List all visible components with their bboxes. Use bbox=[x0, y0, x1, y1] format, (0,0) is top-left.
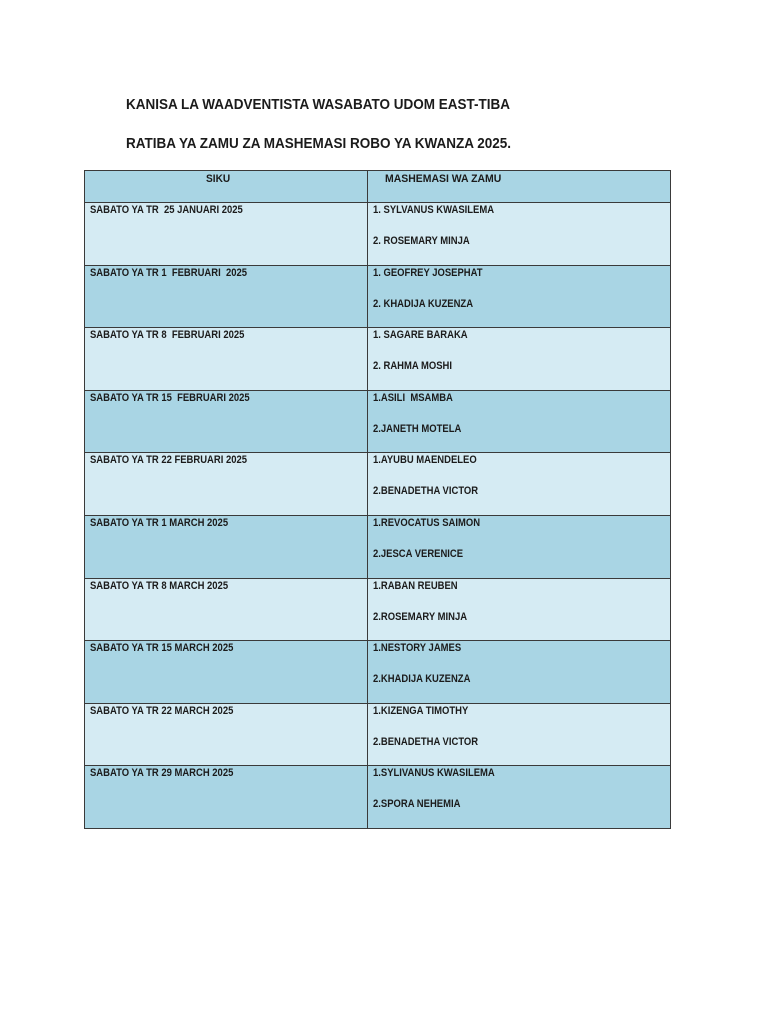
siku-date: SABATO YA TR 1 FEBRUARI 2025 bbox=[90, 266, 248, 279]
table-row bbox=[85, 640, 670, 703]
shemasi-name: 2. RAHMA MOSHI bbox=[373, 360, 453, 373]
mashemasi-cell bbox=[368, 766, 670, 828]
siku-cell bbox=[85, 328, 368, 390]
header-siku bbox=[85, 171, 368, 202]
shemasi-second bbox=[373, 610, 670, 624]
siku-date: SABATO YA TR 15 FEBRUARI 2025 bbox=[90, 391, 250, 404]
schedule-table bbox=[84, 170, 671, 829]
shemasi-name: 1.KIZENGA TIMOTHY bbox=[373, 704, 469, 717]
shemasi-name: 1.REVOCATUS SAIMON bbox=[373, 516, 481, 529]
shemasi-name: 2.BENADETHA VICTOR bbox=[373, 485, 479, 498]
shemasi-second bbox=[373, 484, 670, 498]
siku-cell bbox=[85, 641, 368, 703]
shemasi-name: 2.KHADIJA KUZENZA bbox=[373, 673, 471, 686]
siku-date: SABATO YA TR 22 FEBRUARI 2025 bbox=[90, 454, 248, 467]
shemasi-first bbox=[373, 391, 670, 405]
shemasi-first bbox=[373, 766, 670, 780]
shemasi-second bbox=[373, 797, 670, 811]
mashemasi-cell bbox=[368, 704, 670, 766]
shemasi-name: 1. SAGARE BARAKA bbox=[373, 329, 468, 342]
shemasi-first bbox=[373, 516, 670, 530]
shemasi-name: 1. SYLVANUS KWASILEMA bbox=[373, 204, 495, 216]
shemasi-name: 2.SPORA NEHEMIA bbox=[373, 798, 461, 811]
table-row bbox=[85, 578, 670, 641]
shemasi-first bbox=[373, 641, 670, 655]
siku-cell bbox=[85, 579, 368, 641]
shemasi-first bbox=[373, 203, 670, 217]
shemasi-second bbox=[373, 359, 670, 373]
siku-cell bbox=[85, 391, 368, 453]
shemasi-second bbox=[373, 422, 670, 436]
mashemasi-cell bbox=[368, 579, 670, 641]
shemasi-second bbox=[373, 672, 670, 686]
shemasi-first bbox=[373, 579, 670, 593]
mashemasi-cell bbox=[368, 266, 670, 328]
shemasi-name: 2.JESCA VERENICE bbox=[373, 547, 464, 560]
shemasi-first bbox=[373, 704, 670, 718]
shemasi-second bbox=[373, 547, 670, 561]
shemasi-second bbox=[373, 297, 670, 311]
table-row bbox=[85, 327, 670, 390]
table-row bbox=[85, 202, 670, 265]
siku-date: SABATO YA TR 8 MARCH 2025 bbox=[90, 579, 229, 592]
shemasi-name: 1.RABAN REUBEN bbox=[373, 579, 458, 592]
table-row bbox=[85, 452, 670, 515]
table-row bbox=[85, 390, 670, 453]
table-row bbox=[85, 515, 670, 578]
shemasi-name: 2.BENADETHA VICTOR bbox=[373, 735, 479, 748]
table-row bbox=[85, 765, 670, 828]
shemasi-name: 1.ASILI MSAMBA bbox=[373, 391, 453, 404]
siku-cell bbox=[85, 766, 368, 828]
church-title bbox=[126, 95, 553, 115]
mashemasi-cell bbox=[368, 203, 670, 265]
shemasi-second bbox=[373, 735, 670, 749]
mashemasi-cell bbox=[368, 641, 670, 703]
shemasi-name: 2. ROSEMARY MINJA bbox=[373, 235, 470, 247]
siku-date: SABATO YA TR 25 JANUARI 2025 bbox=[90, 204, 243, 216]
shemasi-second bbox=[373, 234, 670, 248]
siku-date: SABATO YA TR 8 FEBRUARI 2025 bbox=[90, 329, 245, 342]
schedule-title-text: RATIBA YA ZAMU ZA MASHEMASI ROBO YA KWANZA 2025. bbox=[126, 135, 512, 152]
header-siku-label: SIKU bbox=[205, 173, 231, 185]
siku-date: SABATO YA TR 15 MARCH 2025 bbox=[90, 642, 234, 655]
siku-date: SABATO YA TR 1 MARCH 2025 bbox=[90, 516, 229, 529]
shemasi-name: 1. GEOFREY JOSEPHAT bbox=[373, 266, 483, 279]
church-title-text: KANISA LA WAADVENTISTA WASABATO UDOM EAST-TIBA bbox=[126, 96, 511, 113]
table-row bbox=[85, 703, 670, 766]
shemasi-name: 1.NESTORY JAMES bbox=[373, 642, 462, 655]
header-mashemasi-label: MASHEMASI WA ZAMU bbox=[385, 173, 502, 185]
mashemasi-cell bbox=[368, 453, 670, 515]
mashemasi-cell bbox=[368, 328, 670, 390]
shemasi-name: 1.AYUBU MAENDELEO bbox=[373, 454, 477, 467]
shemasi-first bbox=[373, 453, 670, 467]
shemasi-name: 1.SYLIVANUS KWASILEMA bbox=[373, 767, 495, 780]
shemasi-name: 2.JANETH MOTELA bbox=[373, 422, 462, 435]
table-header-row bbox=[85, 171, 670, 202]
siku-cell bbox=[85, 203, 368, 265]
siku-cell bbox=[85, 516, 368, 578]
siku-cell bbox=[85, 453, 368, 515]
shemasi-name: 2.ROSEMARY MINJA bbox=[373, 610, 468, 623]
shemasi-first bbox=[373, 328, 670, 342]
shemasi-name: 2. KHADIJA KUZENZA bbox=[373, 297, 474, 310]
siku-cell bbox=[85, 704, 368, 766]
siku-date: SABATO YA TR 29 MARCH 2025 bbox=[90, 767, 234, 780]
header-mashemasi bbox=[368, 171, 670, 202]
schedule-title bbox=[126, 134, 554, 154]
siku-date: SABATO YA TR 22 MARCH 2025 bbox=[90, 704, 234, 717]
siku-cell bbox=[85, 266, 368, 328]
mashemasi-cell bbox=[368, 391, 670, 453]
table-row bbox=[85, 265, 670, 328]
shemasi-first bbox=[373, 266, 670, 280]
mashemasi-cell bbox=[368, 516, 670, 578]
